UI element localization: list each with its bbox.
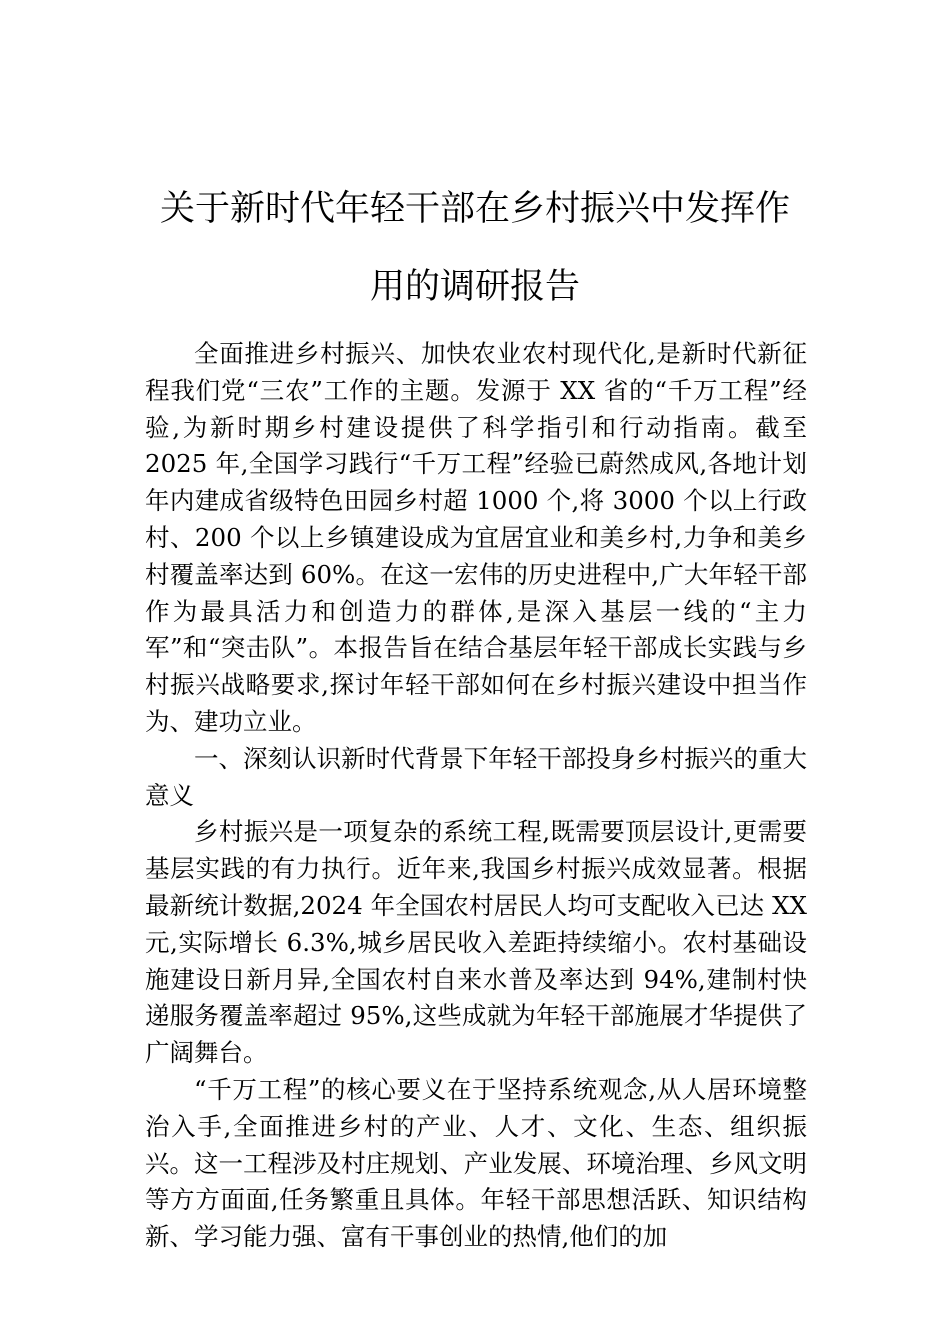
intro-paragraph: 全面推进乡村振兴、加快农业农村现代化,是新时代新征程我们党“三农”工作的主题。发源于 XX 省的“千万工程”经验,为新时期乡村建设提供了科学指引和行动指南。截至 2025 年,全国学习践行“千万工程”经验已蔚然成风,各地计划年内建成省级特色田园乡村超 1000 个,将 3000 个以上行政村、200 个以上乡镇建设成为宜居宜业和美乡村,力争和美乡村覆盖率达到 60%。在这一宏伟的历史进程中,广大年轻干部作为最具活力和创造力的群体,是深入基层一线的“主力军”和“突击队”。本报告旨在结合基层年轻干部成长实践与乡村振兴战略要求,探讨年轻干部如何在乡村振兴建设中担当作为、建功立业。 bbox=[145, 339, 807, 736]
body-paragraph: 乡村振兴是一项复杂的系统工程,既需要顶层设计,更需要基层实践的有力执行。近年来,我国乡村振兴成效显著。根据最新统计数据,2024 年全国农村居民人均可支配收入已达 XX 元,实际增长 6.3%,城乡居民收入差距持续缩小。农村基础设施建设日新月异,全国农村自来水普及率达到 94%,建制村快递服务覆盖率超过 95%,这些成就为年轻干部施展才华提供了广阔舞台。 bbox=[145, 817, 807, 1068]
report-title: 关于新时代年轻干部在乡村振兴中发挥作用的调研报告 bbox=[159, 189, 790, 307]
report-body bbox=[145, 336, 807, 1256]
section-heading-1: 一、深刻认识新时代背景下年轻干部投身乡村振兴的重大意义 bbox=[145, 743, 807, 810]
body-paragraph: “千万工程”的核心要义在于坚持系统观念,从人居环境整治入手,全面推进乡村的产业、人才、文化、生态、组织振兴。这一工程涉及村庄规划、产业发展、环境治理、乡风文明等方方面面,任务繁重且具体。年轻干部思想活跃、知识结构新、学习能力强、富有干事创业的热情,他们的加 bbox=[145, 1074, 807, 1252]
